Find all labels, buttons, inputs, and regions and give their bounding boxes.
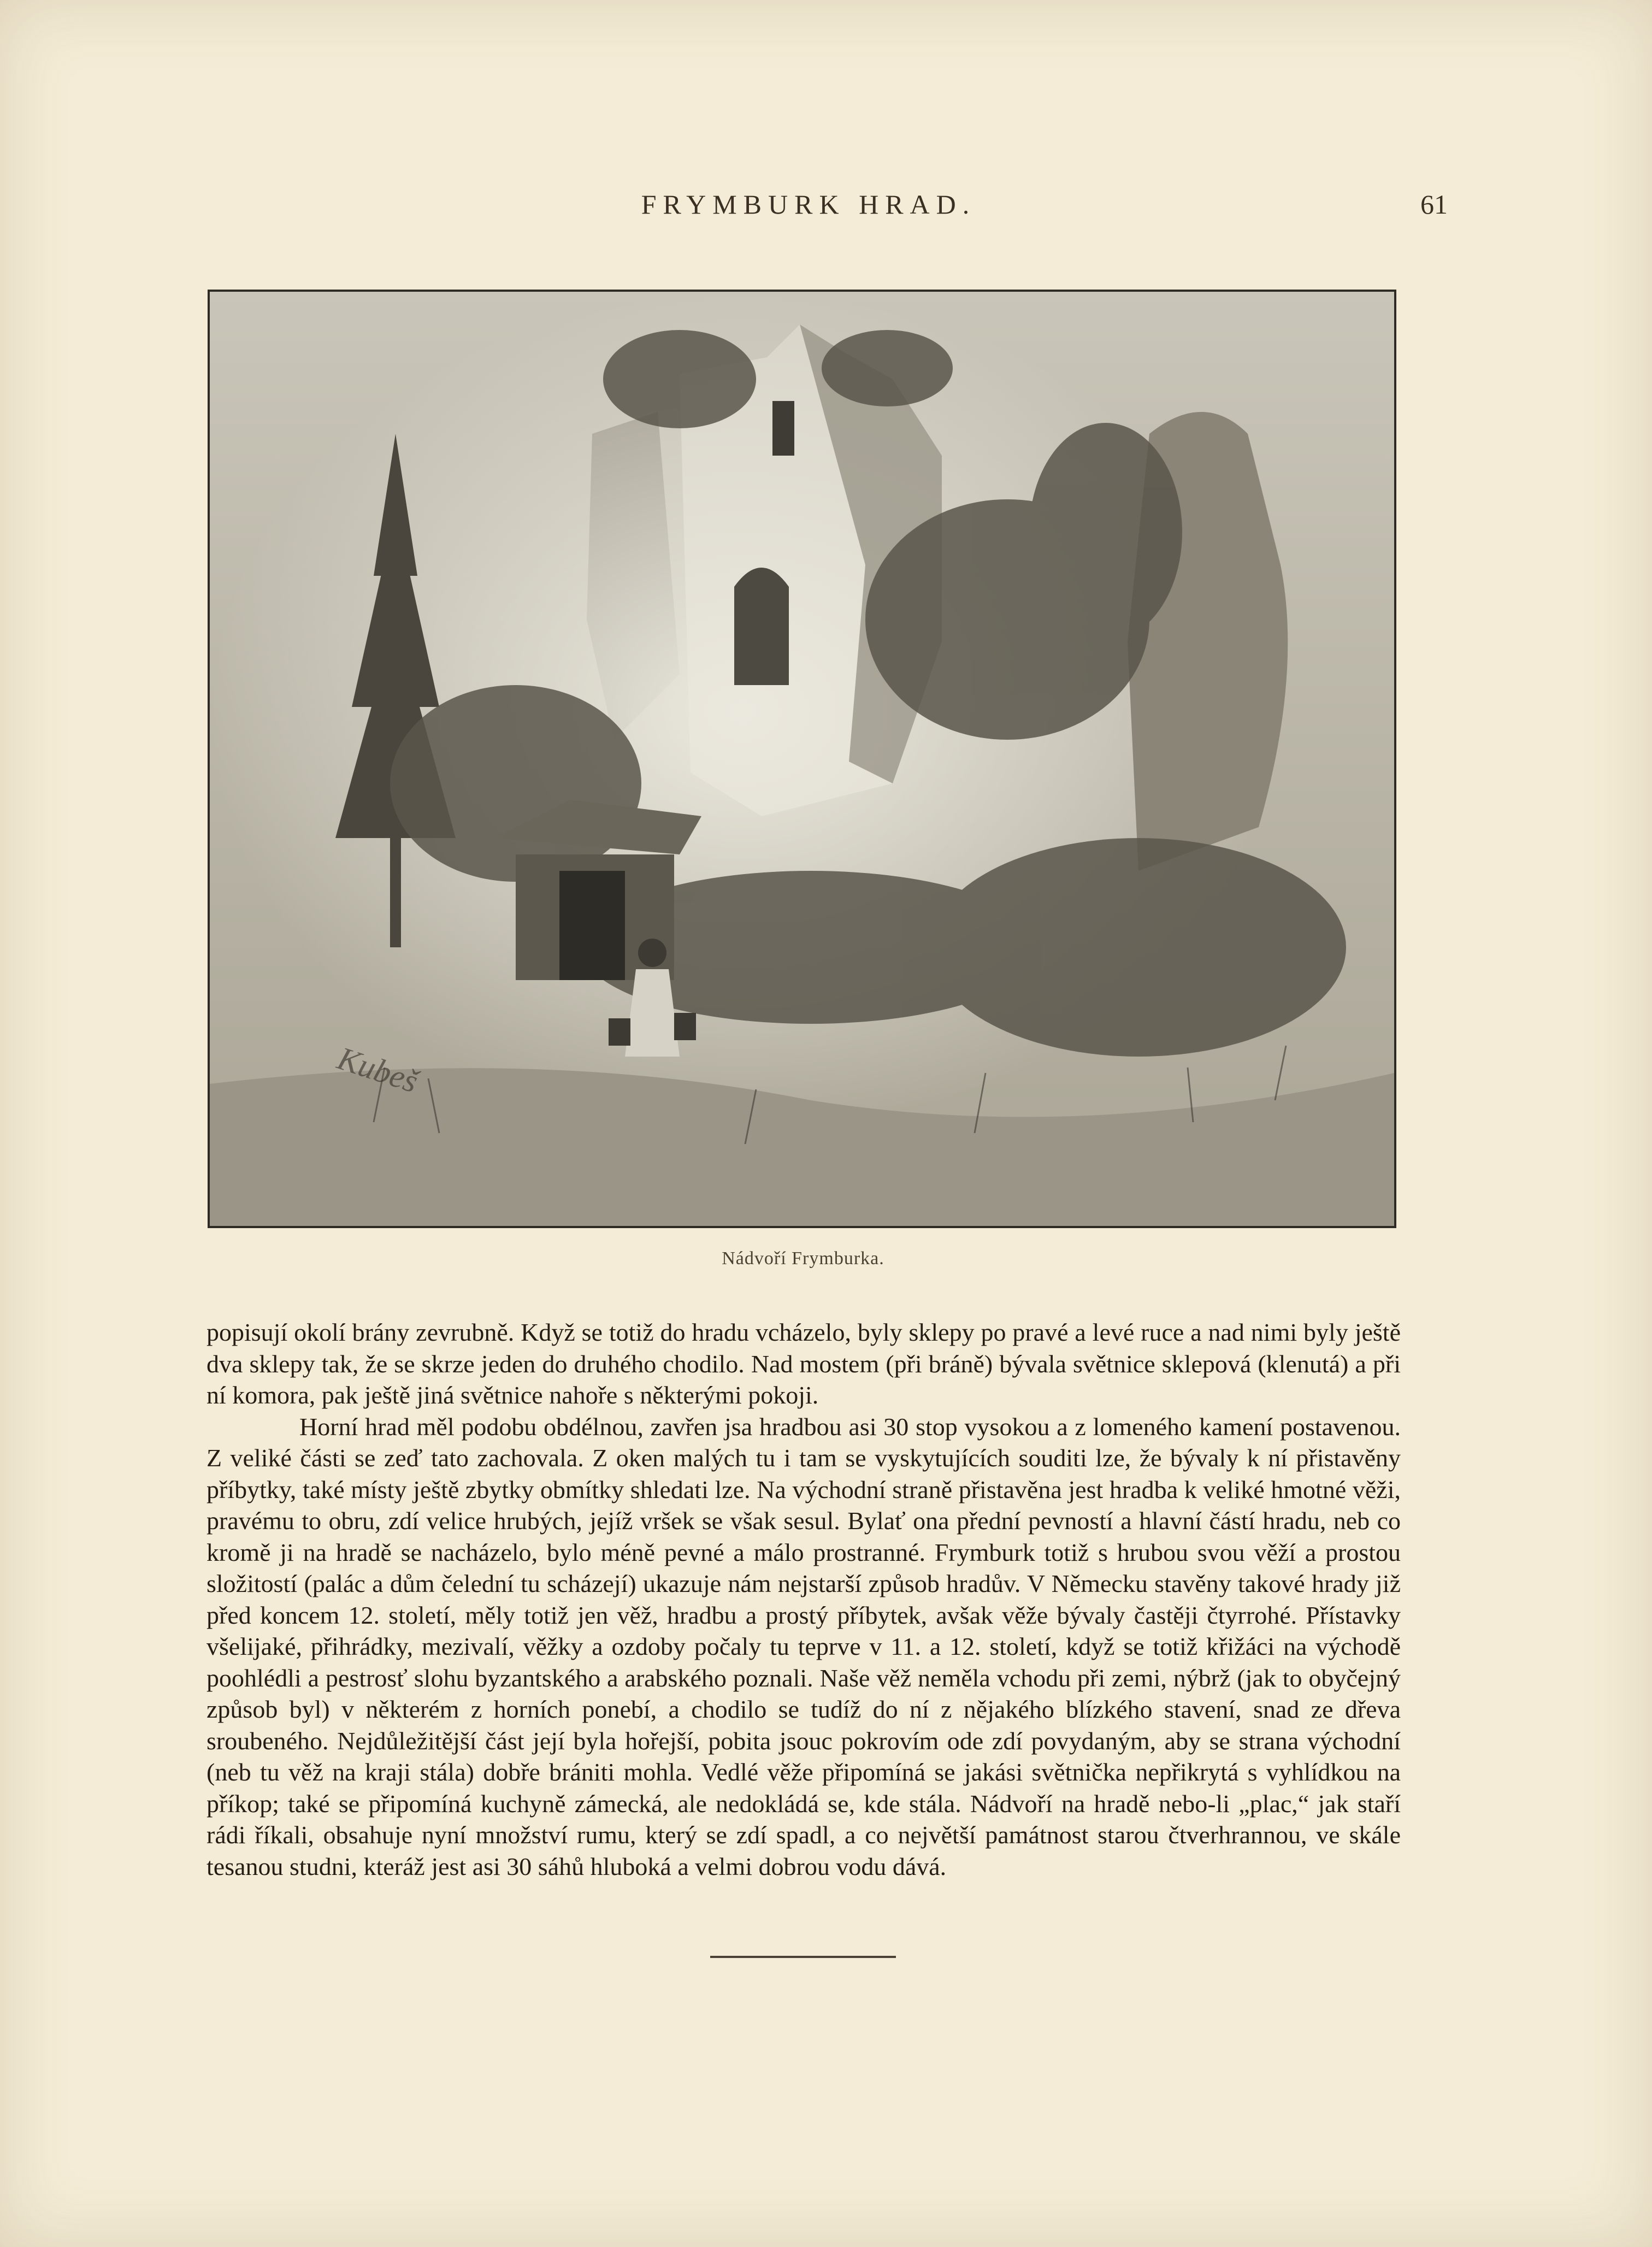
figure-caption: Nádvoří Frymburka.: [722, 1248, 884, 1269]
illustration-frame: [208, 290, 1396, 1228]
window-arch-1: [734, 568, 789, 685]
artist-signature: Kubeš: [333, 1040, 423, 1100]
body-text: [206, 1317, 1401, 1882]
well-shed: [494, 800, 701, 980]
section-divider: [710, 1956, 896, 1958]
paragraph-upper-castle: Horní hrad měl podobu obdélnou, zavřen jsa hradbou asi 30 stop vysokou a z lomeného kamení postavenou. Z veliké části se zeď tato zachovala. Z oken malých tu i tam se vyskytujících souditi lze, že bývaly k ní přistavěny příbytky, také místy ještě zbytky obmítky shledati lze. Na východní straně přistavěna jest hradba k veliké hmotné věži, pravému to obru, zdí velice hrubých, jejíž vršek se však sesul. Bylať ona přední pevností a hlavní částí hradu, neb co kromě ji na hradě se nacházelo, bylo méně pevné a málo prostranné. Frymburk totiž s hrubou svou věží a prostou složitostí (palác a dům čelední tu scházejí) ukazuje nám nejstarší způsob hradův. V Německu stavěny takové hrady již před koncem 12. století, měly totiž jen věž, hradbu a prostý příbytek, avšak věže bývaly častěji čtyrrohé. Přístavky všelijaké, přihrádky, mezivalí, věžky a ozdoby počaly tu teprve v 11. a 12. století, když se totiž křižáci na východě poohlédli a pestrosť slohu byzantského a arabského poznali. Naše věž neměla vchodu při zemi, nýbrž (jak to obyčejný způsob byl) v některém z horních ponebí, a chodilo se tudíž do ní z nějakého blízkého stavení, snad ze dřeva sroubeného. Nejdůležitější část její byla hořejší, pobita jsouc pokrovím ode zdí povydaným, aby se strana východní (neb tu věž na kraji stála) dobře brániti mohla. Vedlé věže připomíná se jakási světnička nepřikrytá s vyhlídkou na příkop; také se připomíná kuchyně zámecká, ale nedokládá se, kde stála. Nádvoří na hradě nebo-li „plac,“ jak staří rádi říkali, obsahuje nyní množství rumu, který se zdí spadl, a co největší památnost starou čtverhrannou, ve skále tesanou studni, kteráž jest asi 30 sáhů hluboká a velmi dobrou vodu dává.: [206, 1412, 1401, 1880]
paragraph-continuation: popisují okolí brány zevrubně. Když se totiž do hradu vcházelo, byly sklepy po pravé a levé ruce a nad nimi byly ještě dva sklepy tak, že se skrze jeden do druhého chodilo. Nad mostem (při bráně) bývala světnice sklepová (klenutá) a při ní komora, pak ještě jiná světnice nahoře s některými pokoji.: [206, 1318, 1401, 1409]
page-header: [208, 188, 1448, 227]
page-number: 61: [1420, 189, 1448, 220]
window-arch-2: [772, 401, 794, 456]
running-title: FRYMBURK HRAD.: [641, 189, 976, 220]
castle-ruin-engraving: [210, 292, 1394, 1226]
